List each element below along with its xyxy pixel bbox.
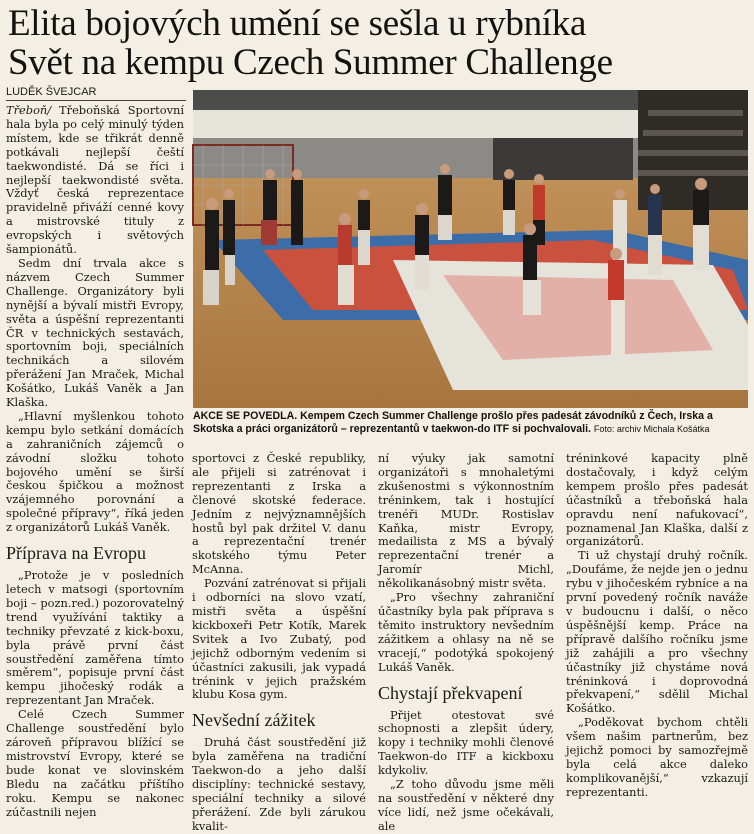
article-column-3 <box>378 451 554 833</box>
photo-caption <box>193 410 748 436</box>
dateline: Třeboň/ <box>6 103 52 117</box>
paragraph: „Hlavní myšlenkou tohoto kempu bylo setkání domácích a zahraničních zájemců o závodní složku tohoto bojového umění se širší českou špičkou a možnost vzájemného porovnání a společné přípravy“, říká jeden z organizátorů Lukáš Vaněk. <box>6 408 184 535</box>
article-column-1 <box>6 103 184 819</box>
paragraph: Druhá část soustředění již byla zaměřena na tradiční Taekwon-do a jeho další disciplíny: technické sestavy, speciální techniky a silové přerážení. Zde byli zárukou kvalit- <box>192 735 366 833</box>
article-column-2 <box>192 451 366 833</box>
paragraph-intro <box>6 104 184 257</box>
paragraph: Přijet otestovat své schopnosti a zlepšit údery, kopy i techniky mohli členové Taekwon-do ITF a kickboxu kdykoliv. <box>378 707 554 778</box>
paragraph: sportovci z České republiky, ale přijeli si zatrénovat i reprezentanti z Irska a členové skotské federace. Jedním z nejvýznamnějších hostů byl pak držitel V. danu a reprezentační trenér skotského týmu Peter McAnna. <box>192 451 366 577</box>
headline-line-2: Svět na kempu Czech Summer Challenge <box>8 42 613 83</box>
subheading-priprava: Příprava na Evropu <box>6 543 146 564</box>
paragraph: Sedm dní trvala akce s názvem Czech Summer Challenge. Organizátory byli nynější a bývalí mistři Evropy, světa a úspěšní reprezentanti ČR v technických sestavách, sportovním boji, speciálních technikách a silovém přerážení Jan Mraček, Michal Košátko, Lukáš Vaněk a Jan Klaška. <box>6 255 184 410</box>
paragraph: „Pro všechny zahraniční účastníky byla pak příprava s těmito instruktory nevšedním zážitkem a ohlasy na ně se vracejí,“ podotýká spokojený Lukáš Vaněk. <box>378 590 554 674</box>
paragraph-intro-text: Třeboňská Sportovní hala byla po celý minulý týden místem, kde se třikrát denně potkávali nejlepší čeští taekwondisté. Dá se říci i nejlepší taekwondisté světa. Vždyť česká reprezentace pravidelně přiváží cenné kovy a mistrovské tituly z evropských i světových šampionátů. <box>6 103 184 257</box>
caption-text: AKCE SE POVEDLA. Kempem Czech Summer Challenge prošlo přes padesát závodníků z Čech, Irska a Skotska a práci organizátorů – reprezentantů v taekwon-do ITF si pochvalovali. <box>193 410 713 435</box>
photo-credit: Foto: archiv Michala Košátka <box>593 424 710 434</box>
paragraph: Ti už chystají druhý ročník. „Doufáme, že nejde jen o jednu rybu v jihočeském rybníce a na první povedený ročník naváže v budoucnu i další, o něco úspěšnější kemp. Práce na přípravě dalšího ročníku jsme již zahájili a pro všechny účastníky již chystáme nová tréninková i doprovodná překvapení,“ sdělil Michal Košátko. <box>566 548 748 716</box>
training-hall-photo <box>193 90 748 408</box>
article-column-4 <box>566 451 748 799</box>
paragraph: Celé Czech Summer Challenge soustředění bylo zároveň přípravou blížící se mistrovství Evropy, které se bude konat ve slovinském Bledu na začátku příštího roku. Kempu se nakonec zúčastnili nejen <box>6 707 184 819</box>
article-photo <box>193 90 748 408</box>
paragraph: „Protože je v posledních letech v matsogi (sportovním boji – pozn.red.) pozorovatelný trend využívání taktiky a techniky převzaté z kick-boxu, byla právě první část soustředění zaměřena tímto směrem“, popisuje první část kempu jihočeský rodák a reprezentant Jan Mraček. <box>6 568 184 708</box>
paragraph: „Poděkovat bychom chtěli všem našim partnerům, bez jejichž pomoci by samozřejmě byla celá akce daleko komplikovanější,“ vzkazují reprezentanti. <box>566 715 748 799</box>
paragraph: ní výuky jak samotní organizátoři s mnohaletými zkušenostmi s výkonnostním tréninkem, tak i hostující trenéři MUDr. Rostislav Kaňka, mistr Evropy, medailista z MS a bývalý reprezentační trenér a Jaromír Michl, několikanásobný mistr světa. <box>378 451 554 591</box>
paragraph: tréninkové kapacity plně dostačovaly, i když celým kempem prošlo přes padesát účastníků a třeboňská hala opravdu není nafukovací“, poznamenal Jan Klaška, další z organizátorů. <box>566 451 748 549</box>
headline-line-1: Elita bojových umění se sešla u rybníka <box>8 3 587 44</box>
byline: LUDĚK ŠVEJCAR <box>6 86 186 101</box>
paragraph: Pozvání zatrénovat si přijali i odborníci na slovo vzatí, mistři světa a úspěšní kickboxeři Petr Kotík, Marek Svitek a Ivo Zubatý, pod jejichž odborným vedením si účastníci zakusili, jak vypadá trénink v jejich pražském klubu Kosa gym. <box>192 576 366 702</box>
paragraph: „Z toho důvodu jsme měli na soustředění v některé dny více lidí, než jsme očekávali, ale <box>378 777 554 833</box>
subheading-prekvapeni: Chystají překvapení <box>378 682 523 703</box>
subheading-zazitek: Nevšední zážitek <box>192 710 316 731</box>
headline <box>8 4 748 82</box>
